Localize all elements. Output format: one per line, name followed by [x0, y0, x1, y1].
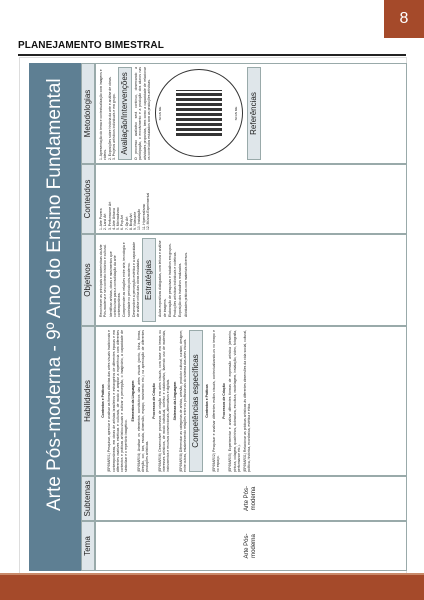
qr-caption-bottom: SCAN ME — [234, 106, 239, 121]
estrategias-header: Estratégias — [142, 238, 156, 322]
footer-band — [0, 575, 424, 600]
conteudos-cell — [95, 164, 407, 234]
list-item: • Aulas expositivas dialogadas, com leitura e análise de imagens. — [158, 238, 167, 317]
hab-label-4: Sistemas da Linguagem — [172, 381, 177, 421]
list-item: • Desenvolver a percepção estética e a capacidade de análise crítica das obras estudadas. — [132, 238, 141, 317]
objetivos-cell — [95, 234, 407, 326]
conteudo-item: 6. Pop Art — [120, 215, 125, 230]
page-heading: PLANEJAMENTO BIMESTRAL — [18, 40, 164, 51]
habilidades-cell — [95, 326, 407, 476]
header-objetivos: Objetivos — [81, 234, 95, 326]
competencias-header: Competências específicas — [189, 330, 203, 472]
list-item: • Elaboração de pesquisas e trabalhos em grupos. — [168, 238, 172, 317]
comp-label-2: Processos de Criação — [222, 383, 226, 419]
objetivos-list — [99, 238, 140, 322]
hab-text-3: (EF69AR06) Desenvolver processos de criação em artes visuais, com base em temas ou interesses artísticos, de modo individual, coletivo e colaborativo, fazendo uso de materiais, instrumentos e recursos convencionais, alternativos e digitais. — [157, 330, 171, 472]
list-item: • Produções artísticas individuais e coletivas. — [173, 238, 177, 317]
subtema-value: Arte Pós-moderna — [243, 486, 257, 512]
metodologia-item: 1. Apresentação do tema e contextualização com imagens e vídeos. — [99, 69, 108, 160]
conteudo-item: 1. Arte Povera — [99, 208, 103, 230]
referencias-header: Referências — [247, 67, 261, 160]
conteudo-item: 7. Op Art — [124, 216, 129, 230]
list-item: • Compreender as relações entre arte, tecnologia e sociedade no período pós-moderno. — [122, 238, 131, 317]
comp-text-1: (EF69AR02) Pesquisar e analisar diferentes estilos visuais, contextualizando-os no tempo e no espaço. — [211, 330, 220, 472]
heading-rule — [18, 54, 406, 56]
column-headers — [81, 63, 95, 571]
tema-cell — [95, 521, 407, 571]
hab-text-2: (EF69AR04) Analisar os elementos constitutivos das artes visuais (ponto, linha, forma, direção, cor, tom, escala, dimensão, espaço, movimento etc.) na apreciação de diferentes produções artísticas. — [136, 330, 150, 472]
conteudo-item: 3. Performance Art — [107, 201, 112, 230]
conteudo-item: 5. Minimalismo — [116, 207, 120, 230]
comp-label-1: Contextos e Práticas — [205, 384, 210, 418]
list-item: • Reconhecer as principais características da Arte Pós-moderna e seu contexto histórico e cultural. — [99, 238, 108, 317]
avaliacao-header: Avaliação/Intervenções — [118, 67, 132, 160]
list-item: • Exposição dos trabalhos realizados. — [178, 238, 182, 317]
subtema-cell — [95, 476, 407, 521]
rotated-plan — [29, 63, 407, 571]
conteudo-item: 8. Body Art — [128, 213, 133, 230]
page-number: 8 — [399, 10, 409, 27]
conteudo-item: 12. Música Experimental — [145, 192, 150, 230]
header-conteudos: Conteúdos — [81, 164, 95, 234]
qr-caption-top: SCAN ME — [158, 106, 162, 121]
metodologia-item: 3. Projetos artísticos individuais e em grupo. — [111, 93, 116, 160]
list-item: • Identificar artistas, obras e movimentos que contribuíram para a consolidação da arte contemporânea. — [109, 238, 122, 317]
hab-text-4: (EF69AR08) Diferenciar as categorias de artista, artesão, produtor cultural, curador, designer, entre outras, estabelecendo relações entre os profissionais do sistema das artes visuais. — [178, 330, 187, 472]
estrategias-list — [158, 238, 188, 322]
qr-code-icon — [155, 70, 243, 158]
hab-label-2: Elementos da Linguagem — [130, 380, 135, 422]
metodologia-item: 2. Exposições sobre história da arte e análise de obras. — [107, 76, 112, 160]
conteudo-item: 4. Arte Urbana — [111, 208, 116, 230]
page-number-badge — [384, 0, 424, 38]
conteudo-item: 9. Videoarte — [133, 211, 137, 230]
hab-label-3: Processos de Criação — [151, 383, 156, 419]
header-metodologias: Metodologias — [81, 63, 95, 164]
header-habilidades: Habilidades — [81, 326, 95, 476]
comp-text-2: (EF69AR05) Experimentar e analisar diferentes formas de expressão artística (desenho, pintura, colagem, quadrinhos, dobradura, escultura, modelagem, instalação, vídeo, fotografia, performance etc.). — [228, 330, 241, 472]
avaliacao-text: O processo avaliativo será contínuo, observando a participação, o envolvimento e a produção dos alunos nas atividades propostas, bem como a capacidade de relacionar os conteúdos estudados com as produções artísticas. — [134, 67, 151, 160]
hab-label-1: Contextos e Práticas — [101, 384, 105, 418]
header-tema: Tema — [81, 521, 95, 571]
comp-text-3: (EF69AR31) Relacionar as práticas artísticas às diferentes dimensões da vida social, cultural, política, histórica, econômica, estética e ética. — [243, 330, 252, 472]
tema-value: Arte Pós-moderna — [243, 533, 257, 559]
conteudo-item: 11. Hiperrealismo — [141, 203, 146, 230]
conteudo-item: 2. Land Art — [103, 213, 108, 230]
conteudo-item: 10. Instalação — [137, 208, 142, 230]
hab-text-1: (EF69AR01) Pesquisar, apreciar e analisar as formas distintas das artes visuais tradicionais e contemporâneas, em obras de artistas brasileiros e estrangeiros de diferentes épocas e em diferentes matrizes estéticas e culturais, de modo a ampliar a experiência com diferentes contextos e práticas artístico-visuais e cultivar a percepção, o imaginário, a capacidade de simbolizar e o repertório imagético. — [107, 330, 129, 472]
list-item: • Atividades práticas com materiais diversos. — [184, 238, 188, 317]
qr-code-pattern — [176, 91, 222, 137]
metodologias-cell — [95, 63, 407, 164]
plan-title: Arte Pós-moderna - 9º Ano do Ensino Fundamental — [29, 63, 81, 571]
header-subtemas: Subtemas — [81, 476, 95, 521]
